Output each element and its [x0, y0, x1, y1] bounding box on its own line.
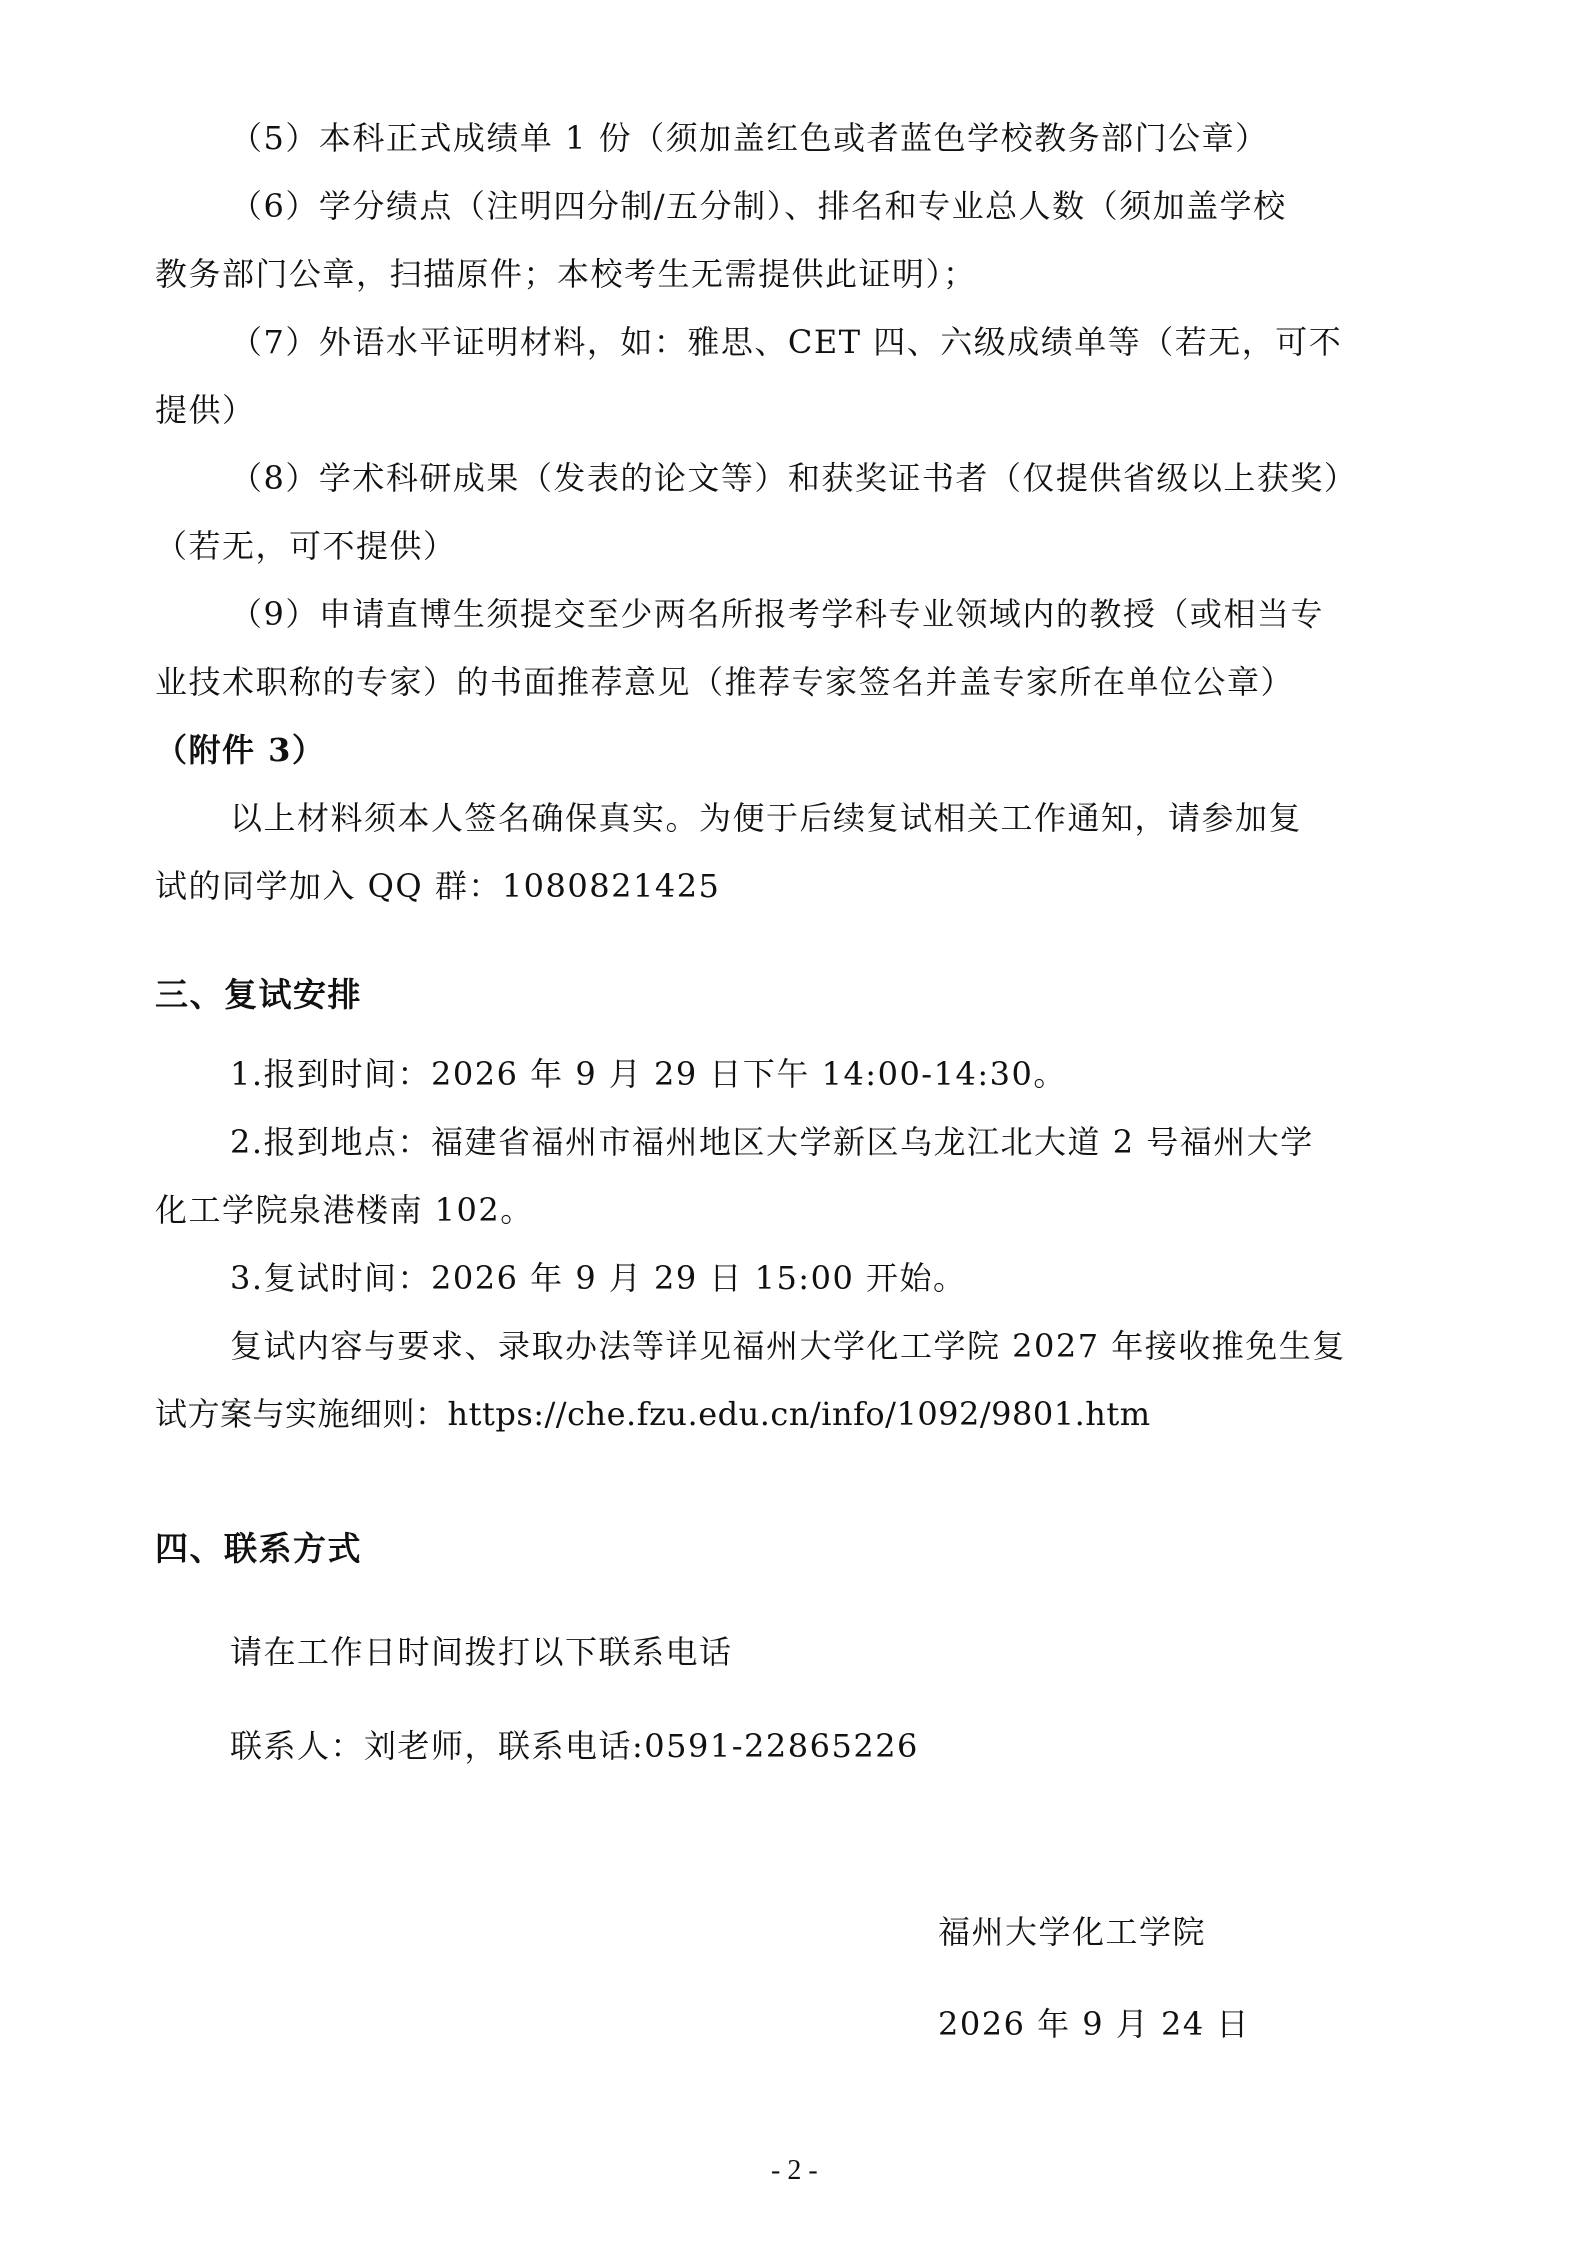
section-heading-retest-arrangement: 三、复试安排 [155, 975, 362, 1014]
materials-note-line-1: 以上材料须本人签名确保真实。为便于后续复试相关工作通知，请参加复 [230, 799, 1303, 837]
material-item-9-line-2: 业技术职称的专家）的书面推荐意见（推荐专家签名并盖专家所在单位公章） [155, 663, 1295, 701]
signature-organization: 福州大学化工学院 [938, 1913, 1207, 1951]
material-item-8-line-1: （8）学术科研成果（发表的论文等）和获奖证书者（仅提供省级以上获奖） [230, 459, 1358, 497]
contact-person-phone: 联系人：刘老师，联系电话:0591-22865226 [230, 1727, 919, 1765]
arrangement-item-2-line-2: 化工学院泉港楼南 102。 [155, 1191, 534, 1229]
page-number: - 2 - [771, 2155, 818, 2186]
material-item-6-line-2: 教务部门公章，扫描原件；本校考生无需提供此证明）； [155, 255, 977, 293]
arrangement-detail-line-2: 试方案与实施细则：https://che.fzu.edu.cn/info/1092/9801.htm [155, 1395, 1151, 1433]
arrangement-detail-line-1: 复试内容与要求、录取办法等详见福州大学化工学院 2027 年接收推免生复 [230, 1327, 1346, 1365]
arrangement-item-1: 1.报到时间：2026 年 9 月 29 日下午 14:00-14:30。 [230, 1055, 1067, 1093]
material-item-5: （5）本科正式成绩单 1 份（须加盖红色或者蓝色学校教务部门公章） [230, 119, 1269, 157]
material-item-9-line-1: （9）申请直博生须提交至少两名所报考学科专业领域内的教授（或相当专 [230, 595, 1324, 633]
material-item-7-line-1: （7）外语水平证明材料，如：雅思、CET 四、六级成绩单等（若无，可不 [230, 323, 1343, 361]
attachment-reference: （附件 3） [155, 731, 326, 769]
section-heading-contact: 四、联系方式 [155, 1529, 362, 1568]
contact-instruction: 请在工作日时间拨打以下联系电话 [230, 1633, 733, 1671]
signature-date: 2026 年 9 月 24 日 [938, 2005, 1250, 2043]
material-item-8-line-2: （若无，可不提供） [155, 527, 457, 565]
materials-note-line-2: 试的同学加入 QQ 群：1080821425 [155, 867, 721, 905]
material-item-7-line-2: 提供） [155, 391, 256, 429]
arrangement-item-2-line-1: 2.报到地点：福建省福州市福州地区大学新区乌龙江北大道 2 号福州大学 [230, 1123, 1314, 1161]
material-item-6-line-1: （6）学分绩点（注明四分制/五分制）、排名和专业总人数（须加盖学校 [230, 187, 1287, 225]
arrangement-item-3: 3.复试时间：2026 年 9 月 29 日 15:00 开始。 [230, 1259, 967, 1297]
